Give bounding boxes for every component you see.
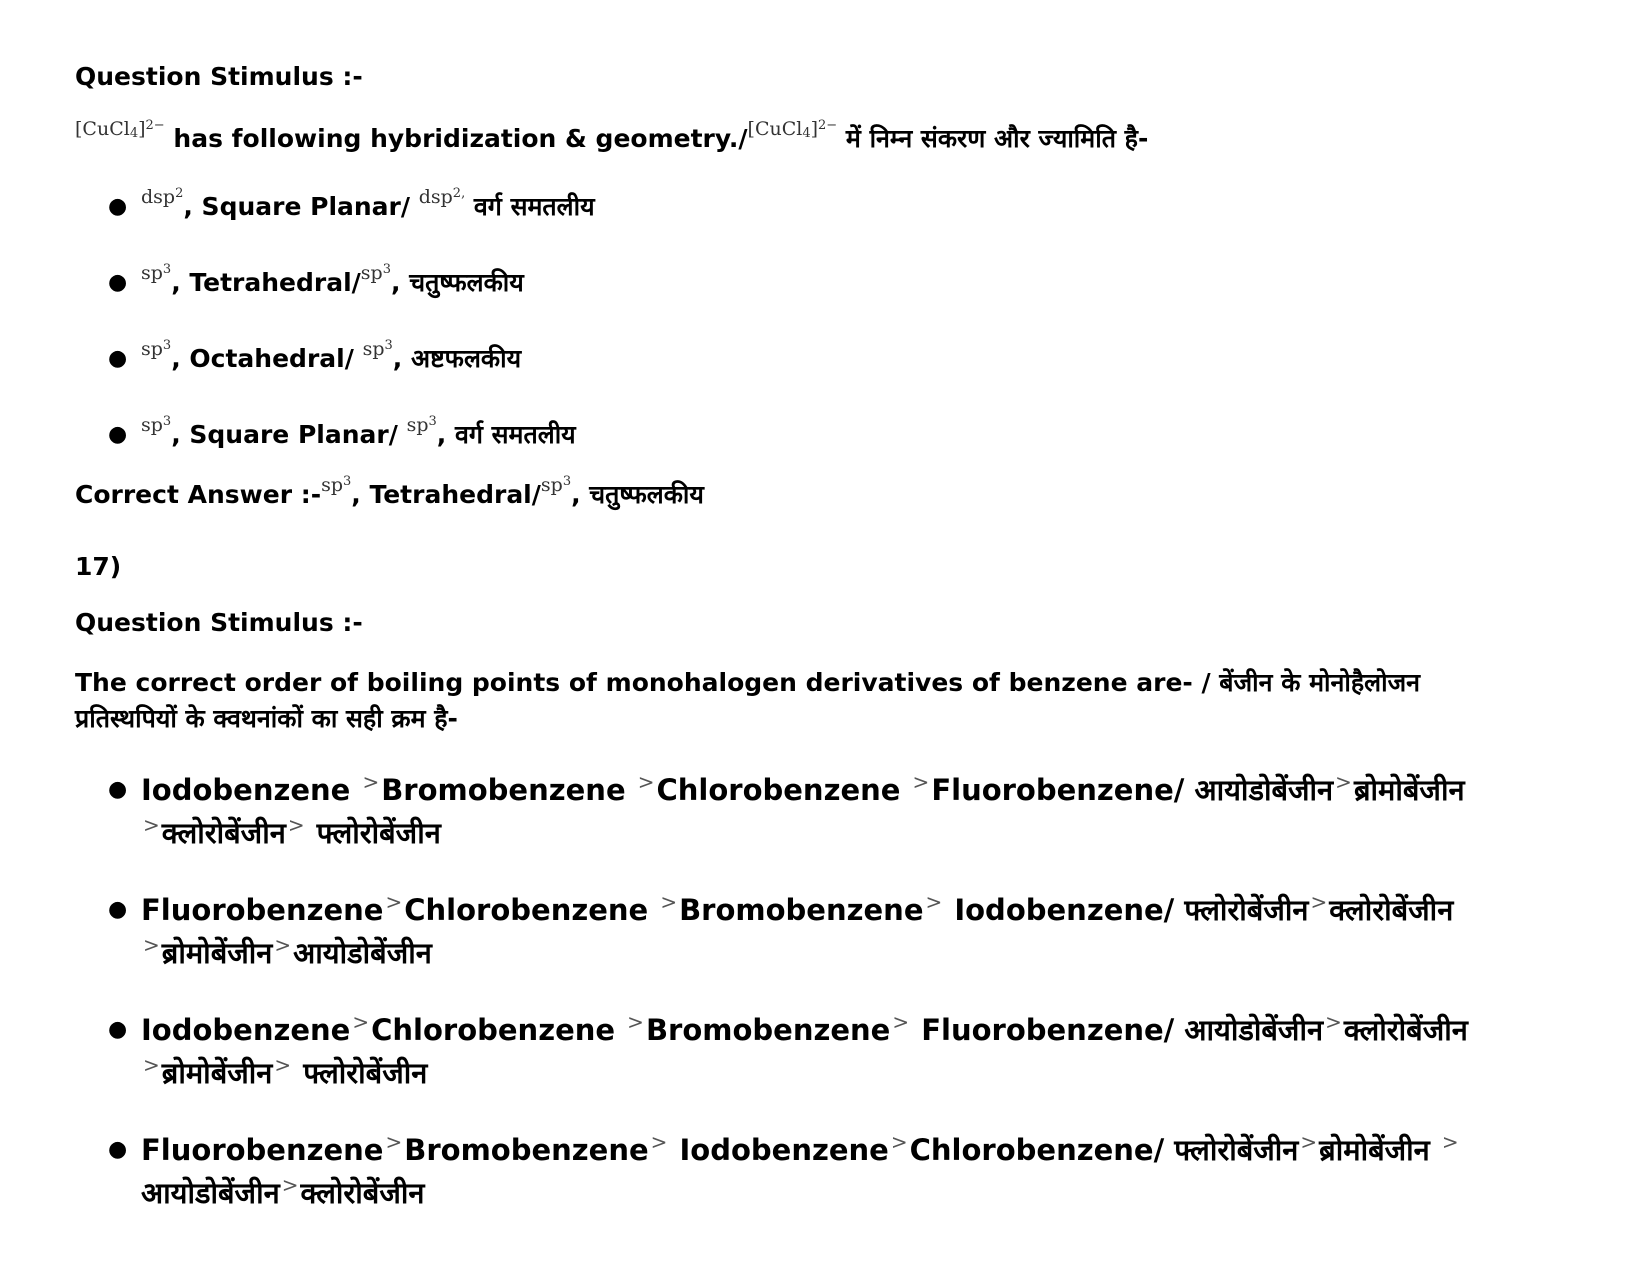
correct-answer-label: Correct Answer :- — [75, 480, 322, 509]
q16-stem-en: has following hybridization & geometry./ — [173, 124, 748, 153]
formula-cucl4: [CuCl4]2− — [75, 118, 165, 141]
q16-stem — [75, 118, 1149, 159]
formula-cucl4-repeat: [CuCl4]2− — [747, 118, 838, 141]
q17-option-1[interactable]: ● Iodobenzene >Bromobenzene >Chlorobenzene >Fluorobenzene/ आयोडोबेंजीन >ब्रोमोबेंजीन >क्लोरोबेंजीन > फ्लोरोबेंजीन — [108, 770, 1465, 850]
q17-stem-line1: The correct order of boiling points of monohalogen derivatives of benzene are- / बेंजीन के मोनोहैलोजन — [75, 668, 1420, 697]
q16-stimulus-label: Question Stimulus :- — [75, 62, 363, 91]
bullet-icon: ● — [108, 897, 128, 922]
q17-option-2[interactable]: ● Fluorobenzene >Chlorobenzene >Bromobenzene > Iodobenzene/ फ्लोरोबेंजीन >क्लोरोबेंजीन >ब्रोमोबेंजीन >आयोडोबेंजीन — [108, 890, 1454, 970]
q17-option-3[interactable]: ● Iodobenzene >Chlorobenzene >Bromobenzene > Fluorobenzene/ आयोडोबेंजीन >क्लोरोबेंजीन >ब्रोमोबेंजीन > फ्लोरोबेंजीन — [108, 1010, 1468, 1090]
bullet-icon: ● — [108, 194, 128, 219]
bullet-icon: ● — [108, 1137, 128, 1162]
q16-option-1[interactable]: ● $^{dsp^2}$, Square Planar/ $^{dsp^{2,}}$ वर्ग समतलीय — [108, 186, 595, 221]
q17-stimulus-label: Question Stimulus :- — [75, 608, 363, 637]
q17-option-4[interactable]: ● Fluorobenzene >Bromobenzene > Iodobenzene >Chlorobenzene/ फ्लोरोबेंजीन >ब्रोमोबेंजीन > आयोडोबेंजीन >क्लोरोबेंजीन — [108, 1130, 1459, 1210]
q17-stem-line2: प्रतिस्थपियों के क्‍वथनांकों का सही क्रम है- — [75, 704, 458, 733]
q16-option-3[interactable]: ● $^{sp^3}$, Octahedral/ $^{sp^3}$, अष्टफलकीय — [108, 338, 522, 373]
bullet-icon: ● — [108, 270, 128, 295]
q16-option-4[interactable]: ● $^{sp^3}$, Square Planar/ $^{sp^3}$, वर्ग समतलीय — [108, 414, 576, 449]
q16-options — [0, 186, 595, 496]
bullet-icon: ● — [108, 346, 128, 371]
q16-correct-answer: Correct Answer :-$^{sp^3}$, Tetrahedral/$^{sp^3}$, चतुष्फलकीय — [75, 474, 704, 509]
bullet-icon: ● — [108, 1017, 128, 1042]
q16-stem-hi: में निम्न संकरण और ज्यामिति है- — [845, 124, 1149, 153]
q17-number: 17) — [75, 552, 122, 581]
bullet-icon: ● — [108, 422, 128, 447]
bullet-icon: ● — [108, 777, 128, 802]
q17-options — [0, 770, 1600, 1250]
q16-option-2[interactable]: ● $^{sp^3}$, Tetrahedral/$^{sp^3}$, चतुष्फलकीय — [108, 262, 524, 297]
